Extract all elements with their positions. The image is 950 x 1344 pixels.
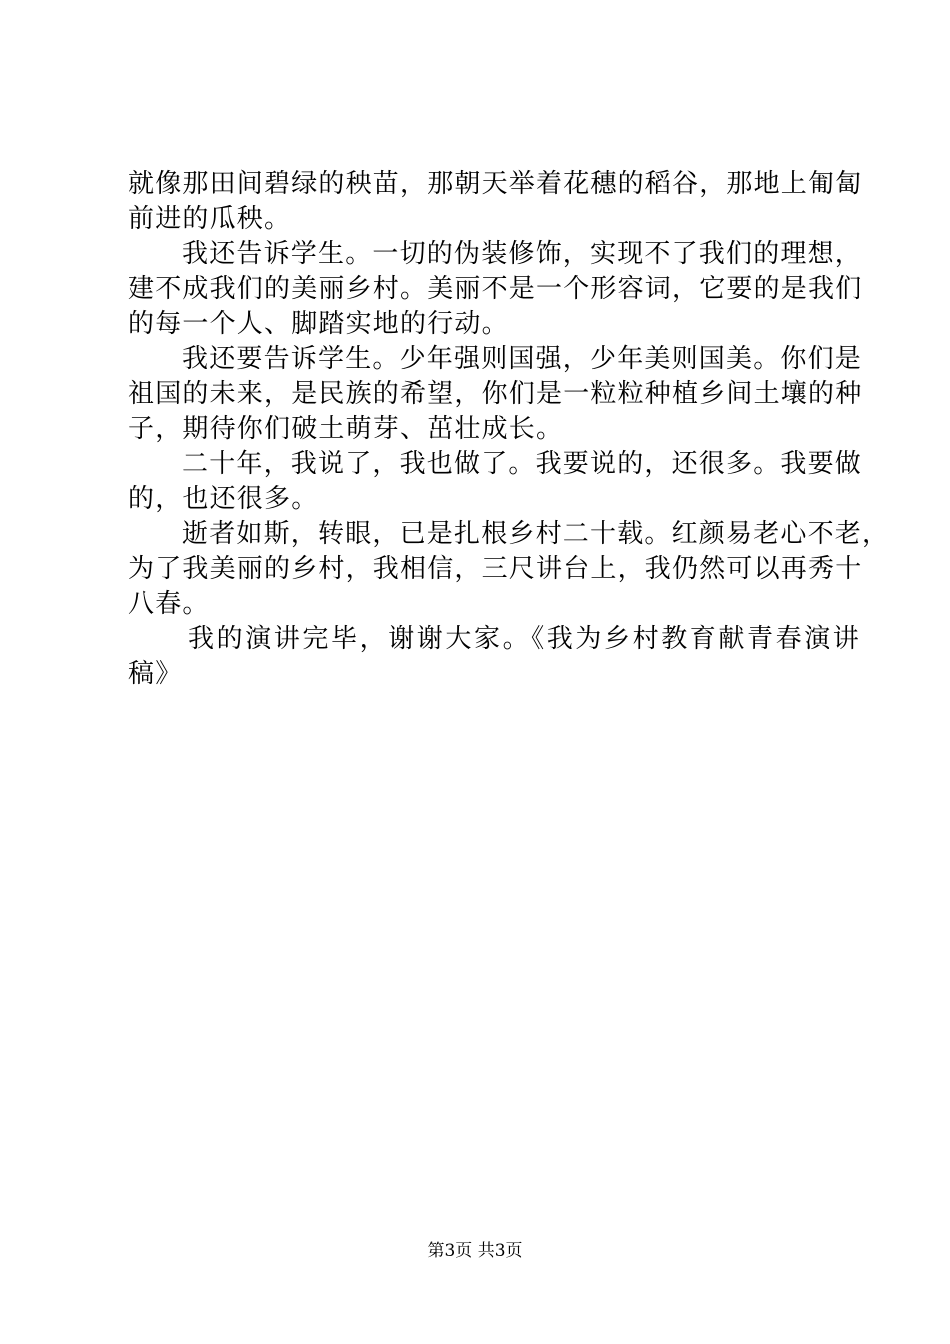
paragraph-line: 我还要告诉学生。少年强则国强，少年美则国美。你们是 xyxy=(182,344,863,374)
paragraph-line: 我还告诉学生。一切的伪装修饰，实现不了我们的理想， xyxy=(182,239,863,269)
paragraph-line: 二十年，我说了，我也做了。我要说的，还很多。我要做 xyxy=(182,449,863,479)
paragraph-line: 就像那田间碧绿的秧苗，那朝天举着花穗的稻谷，那地上匍匐 xyxy=(128,169,863,199)
paragraph-line: 稿》 xyxy=(128,659,183,689)
paragraph-line: 我的演讲完毕，谢谢大家。《我为乡村教育献青春演讲 xyxy=(188,624,862,654)
paragraph-line: 子，期待你们破土萌芽、茁壮成长。 xyxy=(128,414,564,444)
paragraph-line: 为了我美丽的乡村，我相信，三尺讲台上，我仍然可以再秀十 xyxy=(128,554,863,584)
paragraph-line: 前进的瓜秧。 xyxy=(128,204,292,234)
paragraph-line: 逝者如斯，转眼，已是扎根乡村二十载。红颜易老心不老， xyxy=(182,519,890,549)
paragraph-line: 八春。 xyxy=(128,589,210,619)
paragraph-line: 的每一个人、脚踏实地的行动。 xyxy=(128,309,509,339)
document-body xyxy=(128,167,890,692)
paragraph-line: 的，也还很多。 xyxy=(128,484,319,514)
paragraph-line: 建不成我们的美丽乡村。美丽不是一个形容词，它要的是我们 xyxy=(128,274,863,304)
page-number-footer: 第3页 共3页 xyxy=(427,1241,523,1261)
paragraph-line: 祖国的未来，是民族的希望，你们是一粒粒种植乡间土壤的种 xyxy=(128,379,863,409)
